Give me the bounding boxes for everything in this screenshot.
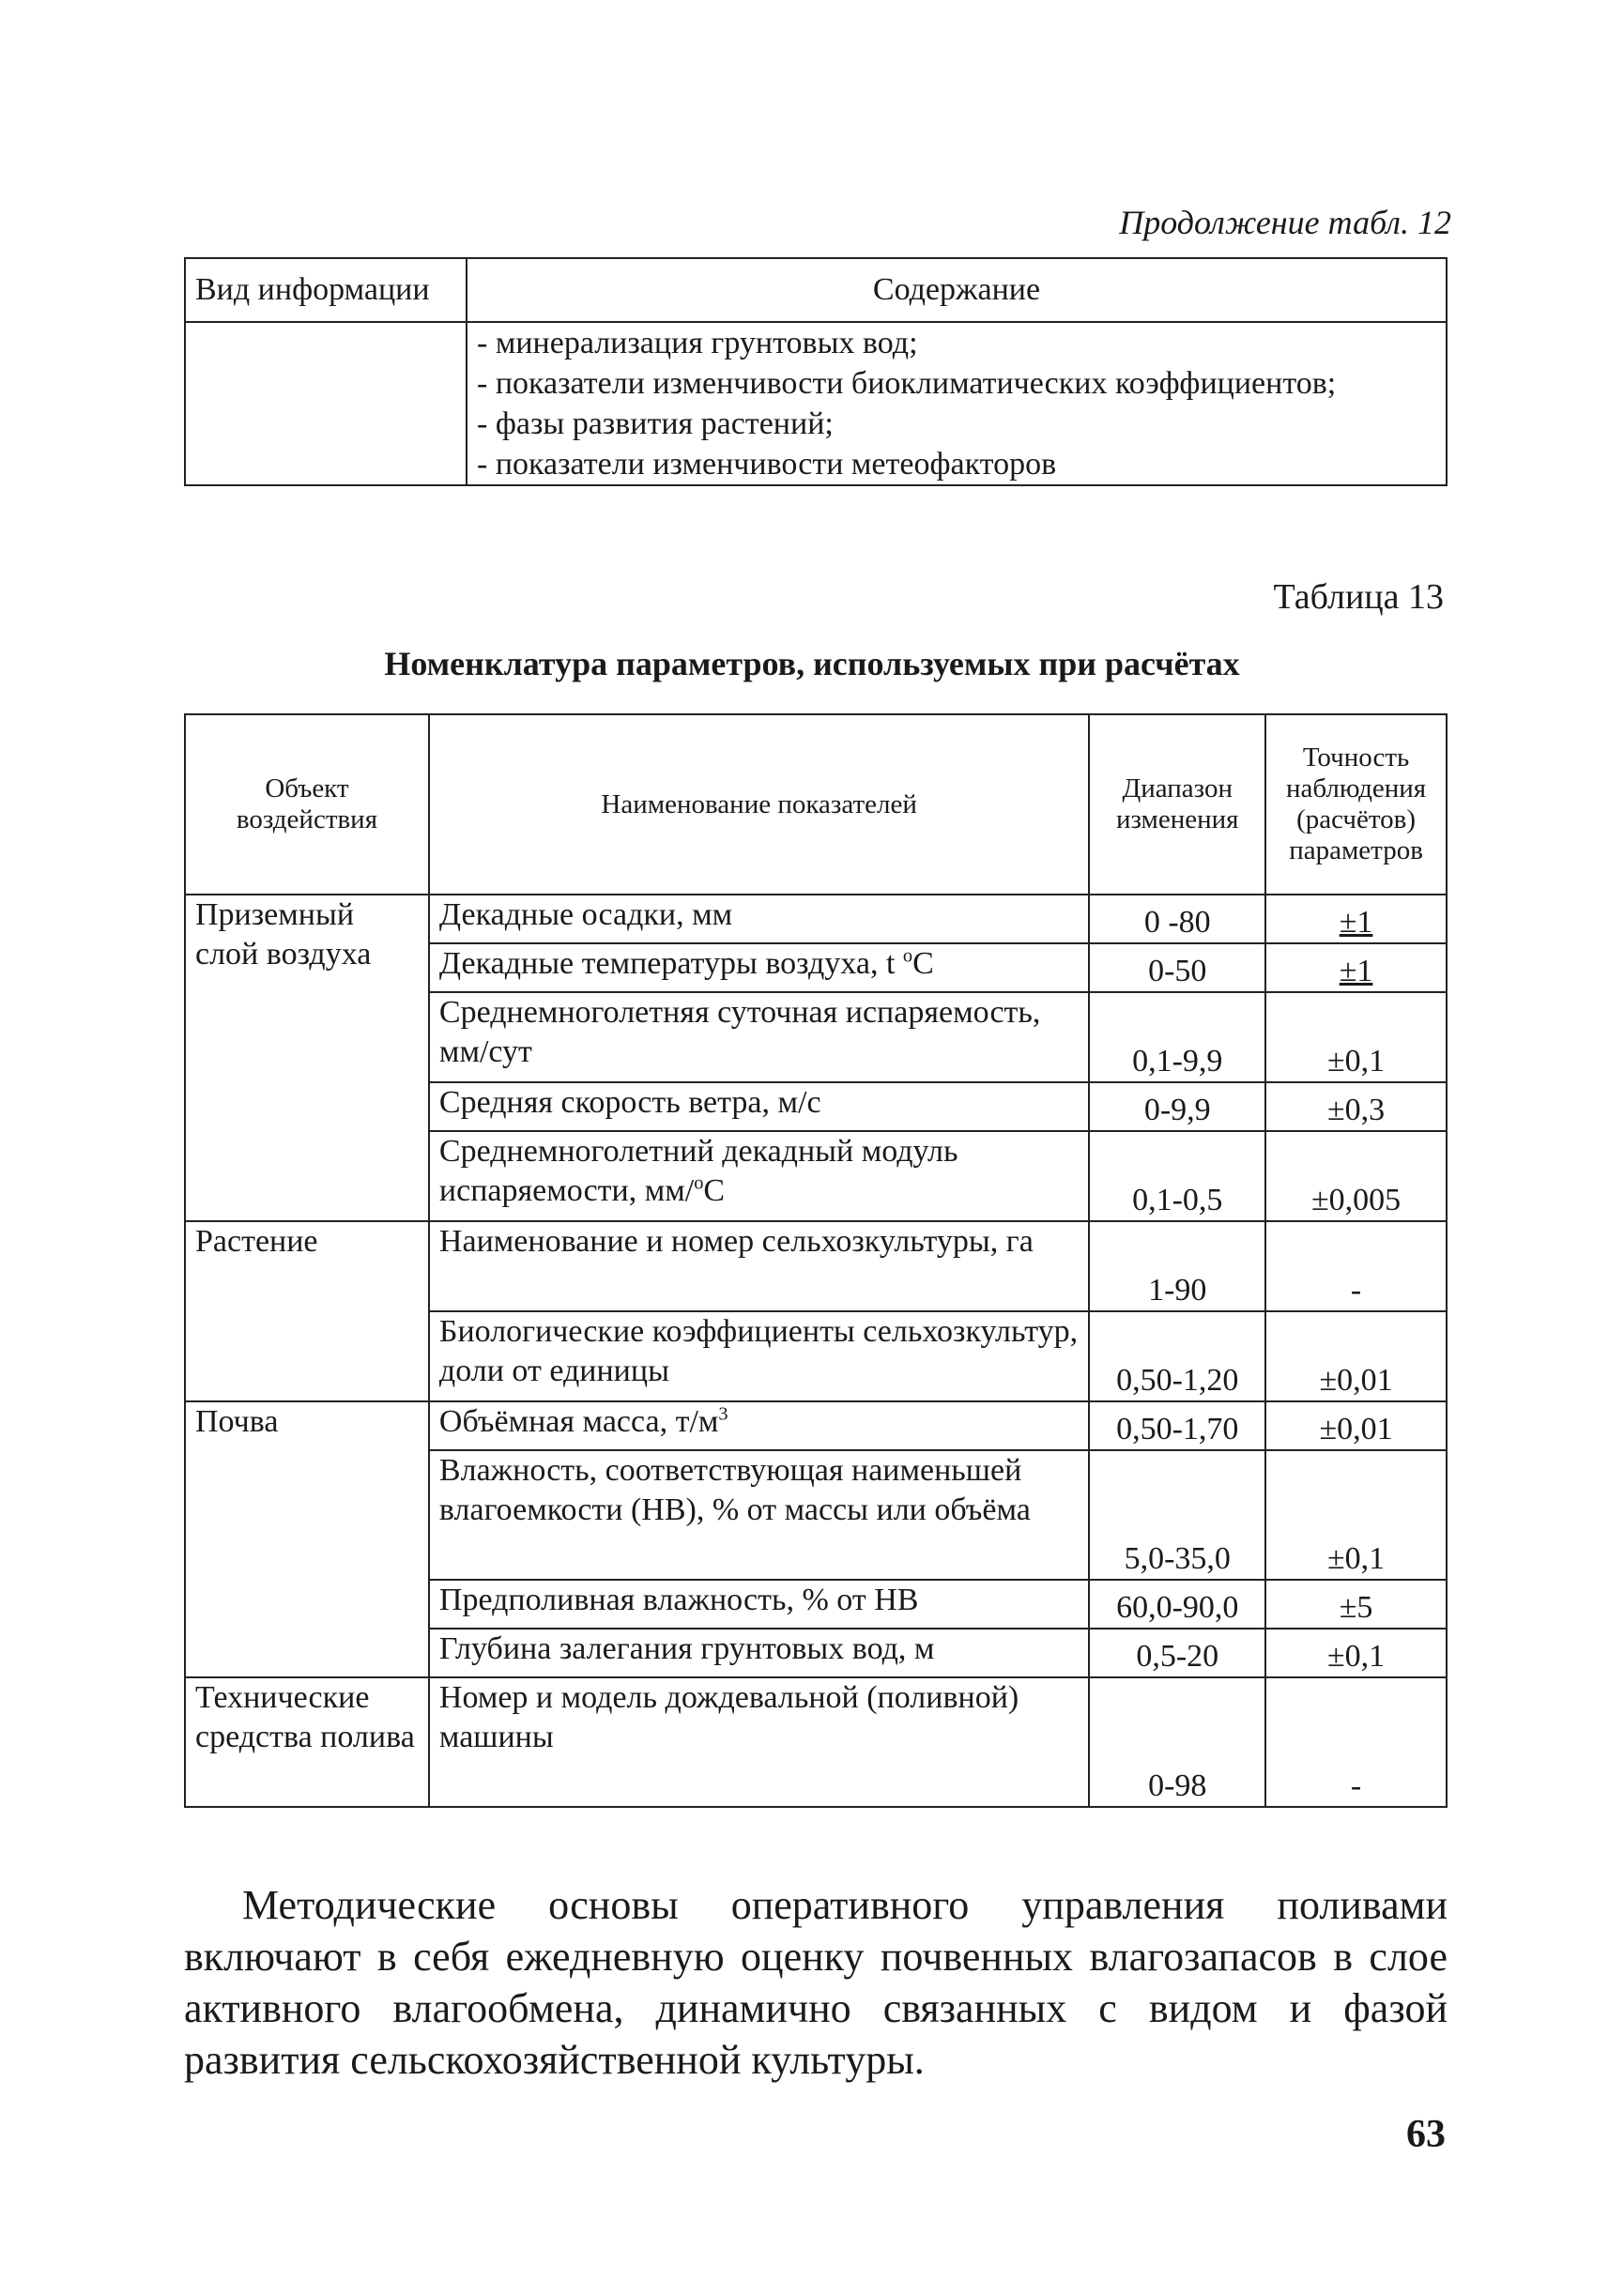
cube-sup: 3 (718, 1403, 728, 1425)
param-cell: Средняя скорость ветра, м/с (429, 1082, 1089, 1131)
range-cell: 0,1-0,5 (1089, 1131, 1265, 1221)
unit-text: C (703, 1173, 726, 1208)
body-paragraph: Методические основы оперативного управления поливами включают в себя ежедневную оценку почвенных влагозапасов в слое активного влагообмена, динамично связанных с видом и фазой развития сельскохозяйственной культуры. (184, 1882, 1448, 2083)
table12-cell-type (185, 322, 467, 485)
param-cell: Глубина залегания грунтовых вод, м (429, 1629, 1089, 1677)
table12-header-content: Содержание (467, 258, 1447, 322)
range-cell: 0,50-1,20 (1089, 1311, 1265, 1401)
param-text: Объёмная масса, т/м (438, 1404, 719, 1439)
param-cell: Предполивная влажность, % от НВ (429, 1580, 1089, 1629)
accuracy-cell: - (1265, 1677, 1447, 1807)
param-cell (429, 943, 1089, 992)
header-object: Объект воздействия (185, 714, 429, 895)
accuracy-cell: ±0,1 (1265, 992, 1447, 1082)
table-row (185, 1401, 1447, 1450)
param-text: Декадные температуры воздуха, t (438, 946, 896, 981)
table13-title: Номенклатура параметров, используемых при расчётах (384, 645, 1240, 682)
table-13 (184, 713, 1448, 1808)
param-cell (429, 1401, 1089, 1450)
range-cell: 0,50-1,70 (1089, 1401, 1265, 1450)
unit-text: C (912, 946, 934, 981)
group-tech: Технические средства полива (185, 1677, 429, 1807)
table-row (185, 1677, 1447, 1807)
param-cell: Декадные осадки, мм (429, 895, 1089, 943)
header-range: Диапазон изменения (1089, 714, 1265, 895)
accuracy-cell: ±1 (1265, 895, 1447, 943)
param-cell: Наименование и номер сельхозкультуры, га (429, 1221, 1089, 1311)
range-cell: 0,5-20 (1089, 1629, 1265, 1677)
list-item: - показатели изменчивости метеофакторов (477, 447, 1057, 482)
param-cell (429, 1131, 1089, 1221)
param-cell: Биологические коэффициенты сельхозкультур, доли от единицы (429, 1311, 1089, 1401)
list-item: - фазы развития растений; (477, 406, 834, 441)
list-item: - минерализация грунтовых вод; (477, 326, 918, 360)
table13-label: Таблица 13 (1273, 577, 1444, 617)
range-cell: 0-50 (1089, 943, 1265, 992)
range-cell: 0-9,9 (1089, 1082, 1265, 1131)
table-row (185, 1221, 1447, 1311)
param-cell: Влажность, соответствующая наименьшей влагоемкости (НВ), % от массы или объёма (429, 1450, 1089, 1580)
group-soil: Почва (185, 1401, 429, 1677)
degree-sup: o (902, 945, 913, 967)
accuracy-cell: ±0,1 (1265, 1629, 1447, 1677)
group-air: Приземный слой воздуха (185, 895, 429, 1221)
param-text: Среднемноголетний декадный модуль испаряемости, мм/ (438, 1134, 958, 1208)
accuracy-cell: ±0,01 (1265, 1401, 1447, 1450)
accuracy-cell: ±1 (1265, 943, 1447, 992)
page-number: 63 (1406, 2113, 1446, 2156)
list-item: - показатели изменчивости биоклиматических коэффициентов; (477, 366, 1337, 401)
range-cell: 0-98 (1089, 1677, 1265, 1807)
range-cell: 1-90 (1089, 1221, 1265, 1311)
range-cell: 0,1-9,9 (1089, 992, 1265, 1082)
table-row (185, 895, 1447, 943)
range-cell: 60,0-90,0 (1089, 1580, 1265, 1629)
table12-header-type: Вид информации (185, 258, 467, 322)
range-cell: 0 -80 (1089, 895, 1265, 943)
accuracy-cell: ±5 (1265, 1580, 1447, 1629)
header-accuracy: Точность наблюдения (расчётов) параметров (1265, 714, 1447, 895)
param-cell: Номер и модель дождевальной (поливной) машины (429, 1677, 1089, 1807)
accuracy-cell: ±0,01 (1265, 1311, 1447, 1401)
table12-cell-content (467, 322, 1447, 485)
continuation-caption: Продолжение табл. 12 (1119, 204, 1451, 241)
accuracy-cell: ±0,1 (1265, 1450, 1447, 1580)
accuracy-cell: - (1265, 1221, 1447, 1311)
header-param: Наименование показателей (429, 714, 1089, 895)
accuracy-cell: ±0,005 (1265, 1131, 1447, 1221)
degree-sup: o (694, 1172, 704, 1194)
param-cell: Среднемноголетняя суточная испаряемость, мм/сут (429, 992, 1089, 1082)
range-cell: 5,0-35,0 (1089, 1450, 1265, 1580)
accuracy-cell: ±0,3 (1265, 1082, 1447, 1131)
group-plant: Растение (185, 1221, 429, 1401)
table-12 (184, 257, 1448, 486)
